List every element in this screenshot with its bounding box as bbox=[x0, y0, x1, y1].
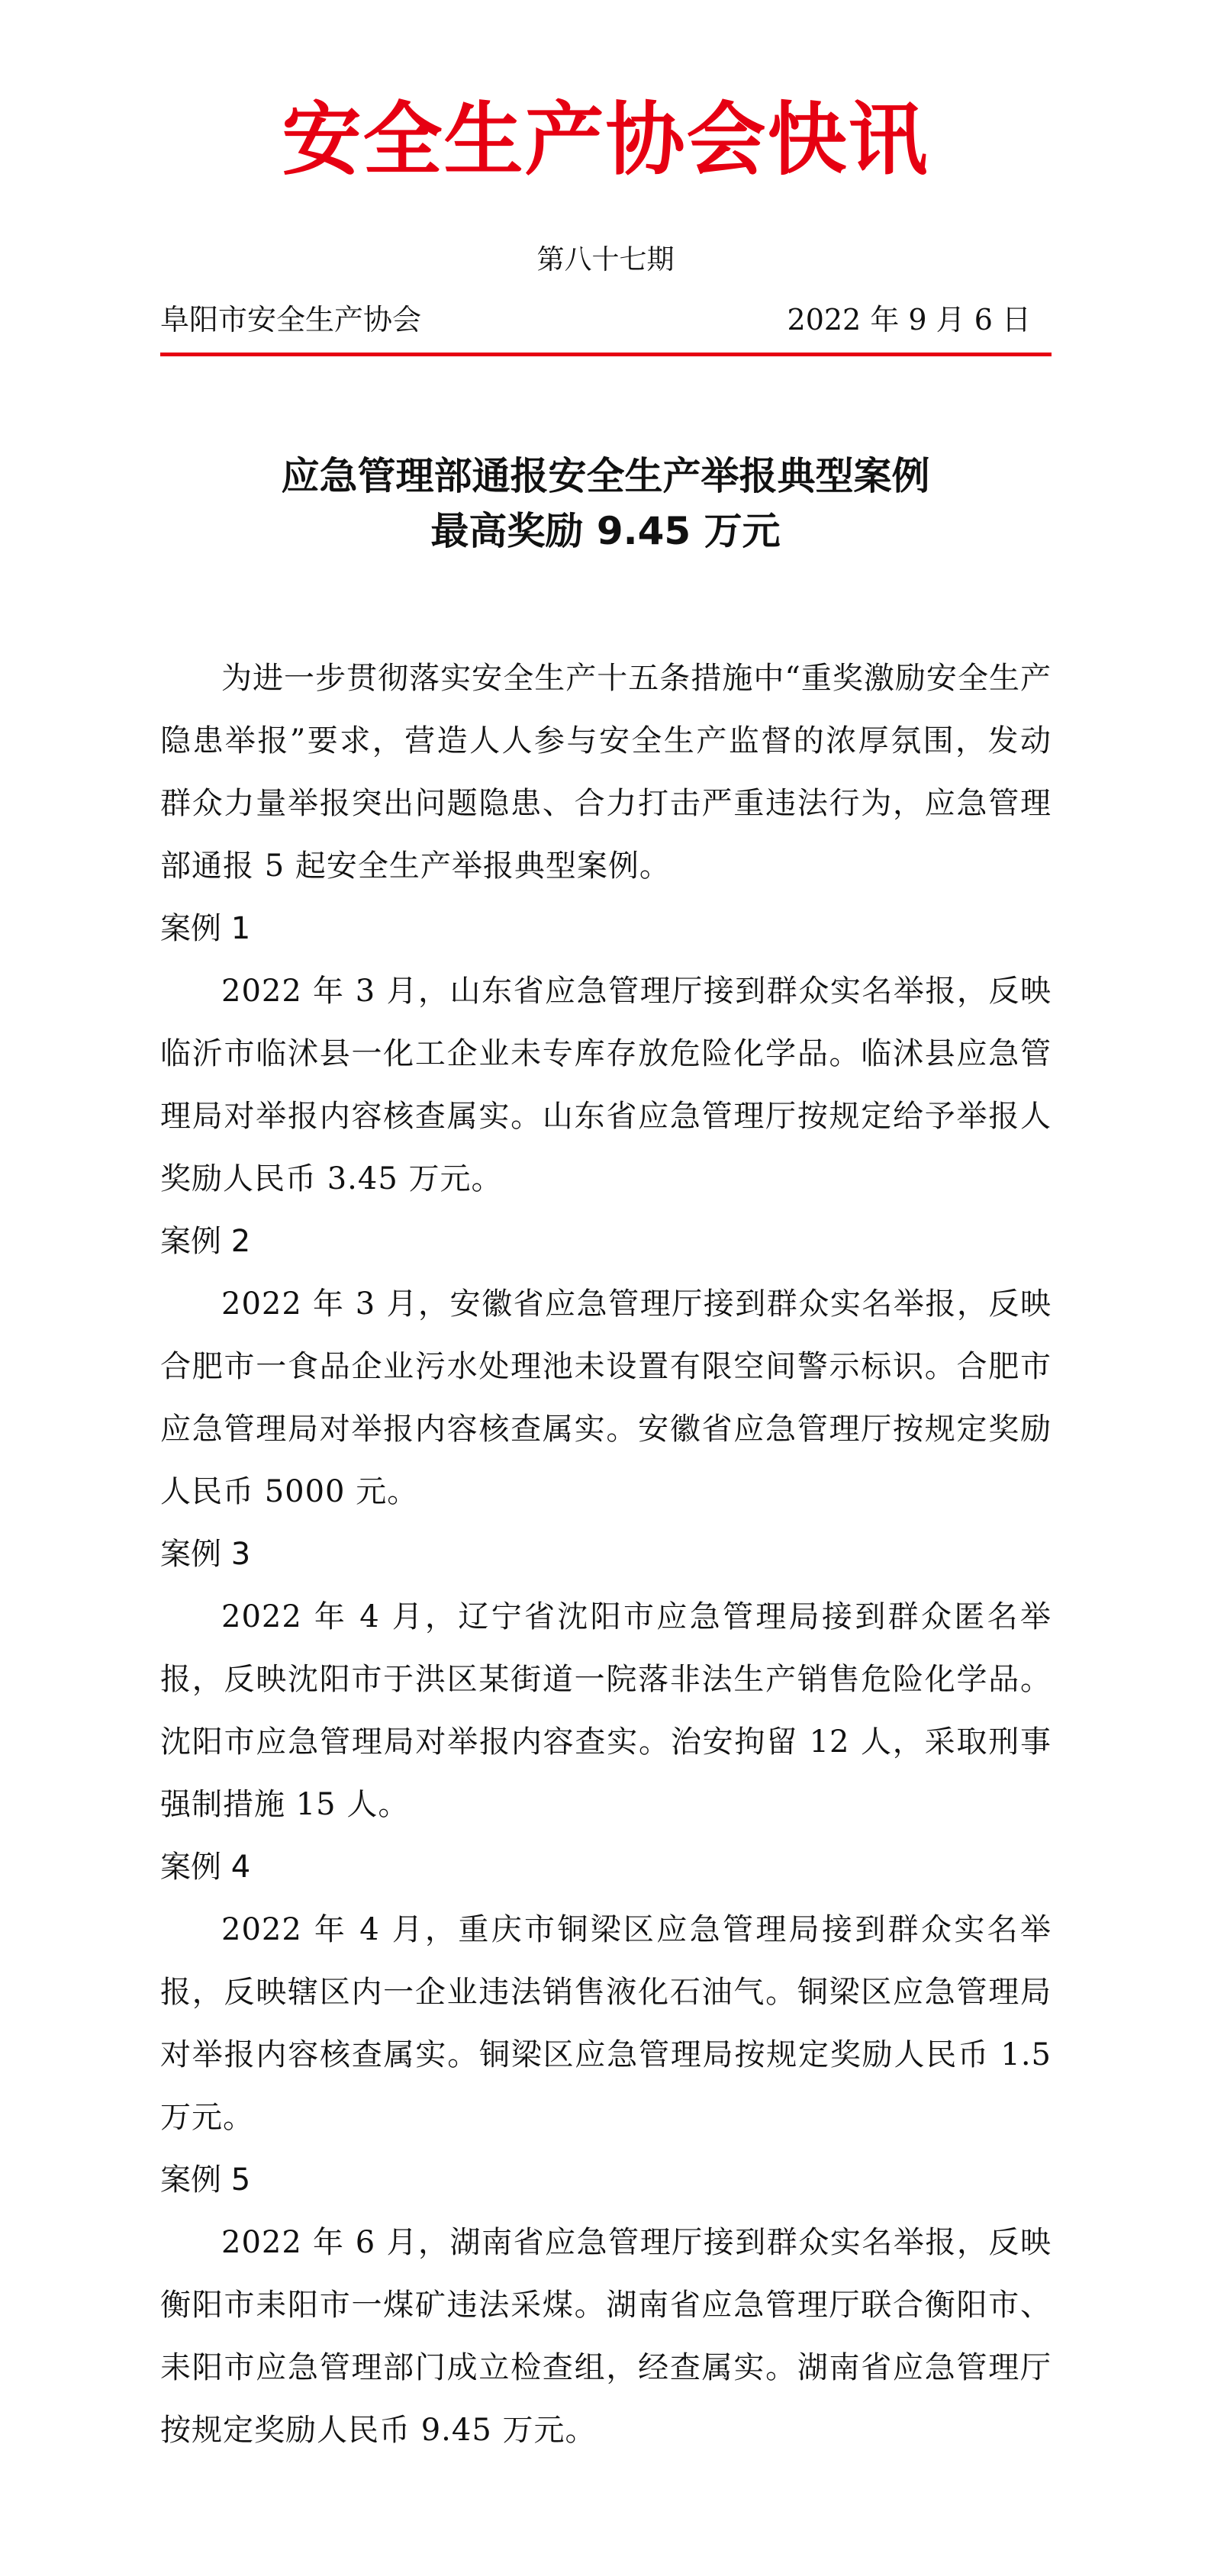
issue-number: 第八十七期 bbox=[536, 244, 675, 275]
case-heading-4: 案例 4 bbox=[160, 1850, 251, 1885]
header-divider bbox=[160, 353, 1052, 356]
publish-date: 2022 年 9 月 6 日 bbox=[787, 303, 1031, 336]
article-title-line-1: 应急管理部通报安全生产举报典型案例 bbox=[281, 454, 930, 498]
intro-paragraph: 为进一步贯彻落实安全生产十五条措施中“重奖激励安全生产隐患举报”要求，营造人人参与安全生产监督的浓厚氛围，发动群众力量举报突出问题隐患、合力打击严重违法行为，应急管理部通报 5 起安全生产举报典型案例。 bbox=[160, 661, 1052, 884]
article-title-line-2: 最高奖励 9.45 万元 bbox=[430, 509, 781, 553]
case-text-5: 2022 年 6 月，湖南省应急管理厅接到群众实名举报，反映衡阳市耒阳市一煤矿违法采煤。湖南省应急管理厅联合衡阳市、耒阳市应急管理部门成立检查组，经查属实。湖南省应急管理厅按规定奖励人民币 9.45 万元。 bbox=[160, 2225, 1052, 2448]
case-text-4: 2022 年 4 月，重庆市铜梁区应急管理局接到群众实名举报，反映辖区内一企业违法销售液化石油气。铜梁区应急管理局对举报内容核查属实。铜梁区应急管理局按规定奖励人民币 1.5 万元。 bbox=[160, 1912, 1052, 2135]
article-title bbox=[0, 449, 1211, 559]
case-text-3: 2022 年 4 月，辽宁省沈阳市应急管理局接到群众匿名举报，反映沈阳市于洪区某街道一院落非法生产销售危险化学品。沈阳市应急管理局对举报内容查实。治安拘留 12 人，采取刑事强制措施 15 人。 bbox=[160, 1599, 1052, 1822]
case-text-2: 2022 年 3 月，安徽省应急管理厅接到群众实名举报，反映合肥市一食品企业污水处理池未设置有限空间警示标识。合肥市应急管理局对举报内容核查属实。安徽省应急管理厅按规定奖励人民币 5000 元。 bbox=[160, 1286, 1052, 1509]
case-heading-2: 案例 2 bbox=[160, 1224, 251, 1259]
publisher-name: 阜阳市安全生产协会 bbox=[160, 303, 422, 336]
case-heading-3: 案例 3 bbox=[160, 1537, 251, 1572]
masthead-title: 安全生产协会快讯 bbox=[282, 93, 929, 186]
case-heading-5: 案例 5 bbox=[160, 2162, 251, 2198]
case-heading-1: 案例 1 bbox=[160, 911, 251, 946]
case-text-1: 2022 年 3 月，山东省应急管理厅接到群众实名举报，反映临沂市临沭县一化工企业未专库存放危险化学品。临沭县应急管理局对举报内容核查属实。山东省应急管理厅按规定给予举报人奖励人民币 3.45 万元。 bbox=[160, 974, 1052, 1196]
article-body bbox=[160, 647, 1052, 2462]
